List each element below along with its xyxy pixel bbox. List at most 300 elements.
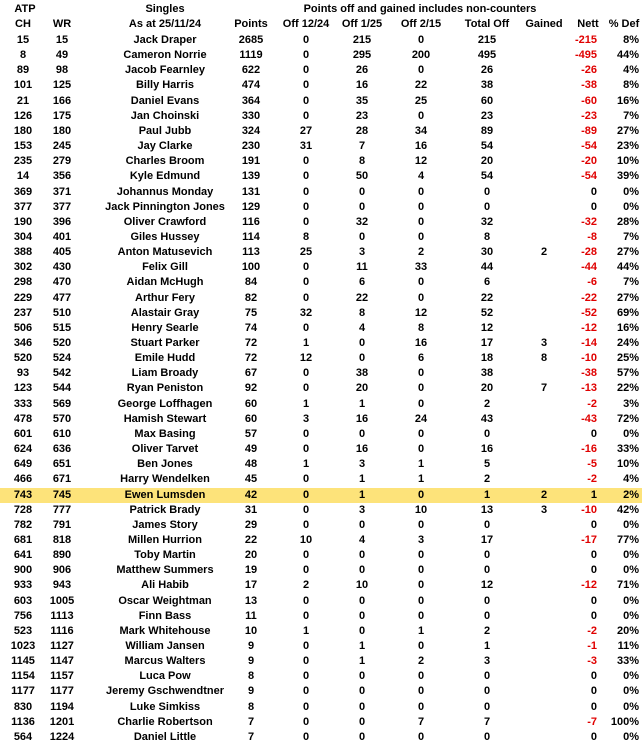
wr-cell: 791 <box>52 518 72 531</box>
player-name: Kyle Edmund <box>129 170 201 183</box>
table-row <box>0 563 642 578</box>
pct-def-cell: 23% <box>616 140 639 153</box>
pct-def-cell: 33% <box>616 655 639 668</box>
points-cell: 22 <box>244 533 258 546</box>
gained-cell <box>520 397 568 412</box>
table-row <box>0 215 642 230</box>
pct-def-cell: 16% <box>616 94 639 107</box>
off-1-25-cell: 22 <box>355 291 369 304</box>
ch-cell: 101 <box>13 79 33 92</box>
ch-cell: 15 <box>16 34 30 46</box>
gained-cell <box>520 185 568 200</box>
table-row <box>0 594 642 609</box>
gained-cell <box>520 230 568 245</box>
points-cell: 45 <box>244 473 258 486</box>
total-off-cell: 12 <box>480 321 494 334</box>
off-2-15-cell: 0 <box>417 185 425 198</box>
nett-cell: -22 <box>581 291 597 304</box>
player-name: Max Basing <box>134 427 196 440</box>
total-off-cell: 17 <box>480 337 494 349</box>
points-cell: 49 <box>244 443 258 456</box>
wr-cell: 377 <box>52 200 72 213</box>
off-2-15-cell: 24 <box>414 412 428 425</box>
wr-cell: 1157 <box>50 670 74 683</box>
player-name: Ben Jones <box>137 458 193 471</box>
off-12-24-cell: 0 <box>302 291 310 304</box>
ch-cell: 624 <box>13 443 33 456</box>
gained-cell <box>520 533 568 548</box>
wr-cell: 1194 <box>50 700 74 713</box>
off-1-25-cell: 23 <box>355 109 369 122</box>
off-2-15-cell: 1 <box>417 473 425 486</box>
off-12-24-cell: 0 <box>302 261 310 274</box>
total-off-cell: 54 <box>480 140 494 153</box>
player-name: Luke Simkiss <box>129 700 201 713</box>
ch-cell: 377 <box>13 200 33 213</box>
player-name: Marcus Walters <box>124 655 206 668</box>
off-2-15-cell: 7 <box>417 715 425 728</box>
off-2-15-cell: 0 <box>417 700 425 713</box>
table-row <box>0 78 642 93</box>
wr-cell: 1116 <box>50 624 74 637</box>
total-off-cell: 3 <box>483 655 491 668</box>
off-1-25-cell: 3 <box>358 503 366 516</box>
off-2-15-cell: 0 <box>417 276 425 289</box>
total-off-cell: 17 <box>480 533 494 546</box>
player-name: Toby Martin <box>134 549 196 562</box>
gained-cell <box>520 472 568 487</box>
off-2-15-cell: 0 <box>417 109 425 122</box>
points-cell: 324 <box>241 124 261 137</box>
gained-cell <box>520 260 568 275</box>
ch-cell: 180 <box>13 124 33 137</box>
off-12-24-cell: 0 <box>302 200 310 213</box>
off-1-25-cell: 0 <box>358 518 366 531</box>
table-row <box>0 291 642 306</box>
ch-cell: 93 <box>16 367 30 380</box>
ch-cell: 304 <box>13 230 33 243</box>
off-1-25-cell: 0 <box>358 337 366 349</box>
off-2-15-cell: 0 <box>417 564 425 577</box>
pct-def-cell: 72% <box>616 412 639 425</box>
wr-cell: 175 <box>52 109 72 122</box>
off-12-24-cell: 31 <box>299 140 313 153</box>
points-cell: 330 <box>241 109 261 122</box>
off-12-24-cell: 12 <box>299 352 313 365</box>
off-12-24-cell: 0 <box>302 109 310 122</box>
gained-cell <box>520 669 568 684</box>
player-name: Anton Matusevich <box>117 246 213 259</box>
off-12-24-cell: 1 <box>302 337 310 349</box>
gained-cell <box>520 275 568 290</box>
off-2-15-cell: 0 <box>417 34 425 46</box>
off-1-25-cell: 6 <box>358 276 366 289</box>
ch-cell: 8 <box>19 49 27 62</box>
off-12-24-cell: 0 <box>302 427 310 440</box>
off-2-15-cell: 0 <box>417 64 425 77</box>
table-row <box>0 139 642 154</box>
pct-def-cell: 24% <box>616 337 639 349</box>
col-header-as-at: As at 25/11/24 <box>128 18 202 30</box>
pct-def-cell: 8% <box>623 79 639 92</box>
ch-cell: 520 <box>13 352 33 365</box>
points-cell: 92 <box>244 382 258 395</box>
total-off-cell: 26 <box>480 64 494 77</box>
wr-cell: 405 <box>52 246 72 259</box>
nett-cell: -54 <box>581 140 597 153</box>
off-2-15-cell: 0 <box>417 730 425 743</box>
wr-cell: 477 <box>52 291 72 304</box>
pct-def-cell: 3% <box>623 397 639 410</box>
wr-cell: 1005 <box>49 594 75 607</box>
nett-cell: 0 <box>590 427 597 440</box>
wr-cell: 818 <box>52 533 72 546</box>
off-12-24-cell: 0 <box>302 64 310 77</box>
player-name: Daniel Evans <box>130 94 200 107</box>
ch-cell: 298 <box>13 276 33 289</box>
table-row <box>0 503 642 518</box>
ch-cell: 564 <box>13 730 33 743</box>
gained-cell <box>520 518 568 533</box>
nett-cell: -38 <box>581 367 597 380</box>
off-2-15-cell: 4 <box>417 170 425 183</box>
gained-cell <box>520 594 568 609</box>
nett-cell: -3 <box>587 655 597 668</box>
wr-cell: 636 <box>52 443 72 456</box>
pct-def-cell: 16% <box>616 321 639 334</box>
nett-cell: 0 <box>590 564 597 577</box>
off-12-24-cell: 0 <box>302 670 310 683</box>
off-12-24-cell: 8 <box>302 230 310 243</box>
points-cell: 42 <box>244 488 258 501</box>
pct-def-cell: 0% <box>623 200 639 213</box>
gained-cell <box>520 624 568 639</box>
off-2-15-cell: 200 <box>411 49 431 62</box>
nett-cell: 0 <box>590 549 597 562</box>
player-name: Henry Searle <box>131 321 199 334</box>
gained-cell <box>520 48 568 63</box>
off-2-15-cell: 12 <box>414 306 428 319</box>
gained-cell: 8 <box>540 352 548 365</box>
table-row <box>0 260 642 275</box>
table-row <box>0 336 642 351</box>
off-1-25-cell: 32 <box>355 215 369 228</box>
gained-cell <box>520 306 568 321</box>
pct-def-cell: 44% <box>616 49 639 62</box>
total-off-cell: 23 <box>480 109 494 122</box>
gained-cell: 3 <box>540 337 548 349</box>
total-off-cell: 44 <box>480 261 494 274</box>
off-12-24-cell: 0 <box>302 685 310 698</box>
off-1-25-cell: 1 <box>358 473 366 486</box>
col-header-gained: Gained <box>525 18 563 30</box>
ch-cell: 743 <box>13 488 33 501</box>
player-name: Hamish Stewart <box>123 412 207 425</box>
pct-def-cell: 0% <box>623 594 639 607</box>
table-row <box>0 109 642 124</box>
off-12-24-cell: 0 <box>302 367 310 380</box>
table-row <box>0 639 642 654</box>
total-off-cell: 6 <box>483 276 491 289</box>
ch-cell: 1023 <box>10 640 36 652</box>
off-1-25-cell: 0 <box>358 230 366 243</box>
off-12-24-cell: 0 <box>302 549 310 562</box>
nett-cell: 0 <box>590 670 597 683</box>
total-off-cell: 8 <box>483 230 491 243</box>
nett-cell: -12 <box>581 321 597 334</box>
nett-cell: -17 <box>581 533 597 546</box>
ch-cell: 478 <box>13 412 33 425</box>
wr-cell: 49 <box>55 49 69 62</box>
off-1-25-cell: 0 <box>358 200 366 213</box>
points-cell: 84 <box>244 276 258 289</box>
off-2-15-cell: 0 <box>417 549 425 562</box>
wr-cell: 1201 <box>49 715 75 728</box>
player-name: Arthur Fery <box>135 291 195 304</box>
off-2-15-cell: 22 <box>414 79 428 92</box>
off-1-25-cell: 0 <box>358 624 366 637</box>
table-row <box>0 366 642 381</box>
wr-cell: 510 <box>52 306 72 319</box>
pct-def-cell: 7% <box>623 109 639 122</box>
points-cell: 1119 <box>239 49 263 62</box>
off-2-15-cell: 0 <box>417 382 425 395</box>
off-1-25-cell: 0 <box>358 685 366 698</box>
gained-cell: 2 <box>540 246 548 259</box>
off-12-24-cell: 0 <box>302 640 310 652</box>
off-12-24-cell: 0 <box>302 655 310 668</box>
gained-cell <box>520 94 568 109</box>
player-name: Oliver Tarvet <box>131 443 199 456</box>
off-1-25-cell: 1 <box>358 655 366 668</box>
player-name: George Loffhagen <box>117 397 213 410</box>
total-off-cell: 0 <box>483 700 491 713</box>
table-row <box>0 306 642 321</box>
wr-cell: 1113 <box>50 609 74 622</box>
table-row <box>0 124 642 139</box>
off-12-24-cell: 0 <box>302 700 310 713</box>
player-name: Matthew Summers <box>116 564 214 577</box>
points-cell: 7 <box>247 730 255 743</box>
nett-cell: -38 <box>581 79 597 92</box>
off-2-15-cell: 10 <box>414 503 428 516</box>
table-row <box>0 624 642 639</box>
nett-cell: -215 <box>574 34 597 46</box>
table-row <box>0 275 642 290</box>
col-header-off-2-15: Off 2/15 <box>400 18 442 30</box>
total-off-cell: 12 <box>480 579 494 592</box>
off-2-15-cell: 34 <box>414 124 428 137</box>
points-cell: 364 <box>241 94 261 107</box>
gained-cell <box>520 291 568 306</box>
table-row <box>0 48 642 63</box>
nett-cell: -32 <box>581 215 597 228</box>
off-2-15-cell: 0 <box>417 488 425 501</box>
player-name: William Jansen <box>125 640 205 652</box>
table-row <box>0 488 642 503</box>
ch-cell: 603 <box>13 594 33 607</box>
ch-cell: 1154 <box>11 670 35 683</box>
points-cell: 13 <box>244 594 258 607</box>
points-cell: 129 <box>241 200 261 213</box>
off-1-25-cell: 215 <box>352 34 372 46</box>
nett-cell: -14 <box>581 337 597 349</box>
table-row <box>0 578 642 593</box>
table-row <box>0 94 642 109</box>
off-12-24-cell: 1 <box>302 624 310 637</box>
nett-cell: 0 <box>590 185 597 198</box>
player-name: Millen Hurrion <box>128 533 202 546</box>
gained-cell <box>520 109 568 124</box>
player-name: Giles Hussey <box>130 230 200 243</box>
pct-def-cell: 0% <box>623 549 639 562</box>
wr-cell: 544 <box>52 382 72 395</box>
off-12-24-cell: 0 <box>302 443 310 456</box>
player-name: Aidan McHugh <box>126 276 204 289</box>
off-2-15-cell: 0 <box>417 609 425 622</box>
off-2-15-cell: 0 <box>417 579 425 592</box>
gained-cell <box>520 609 568 624</box>
pct-def-cell: 27% <box>616 124 639 137</box>
nett-cell: -13 <box>581 382 597 395</box>
col-header-off-12-24: Off 12/24 <box>282 18 330 30</box>
pct-def-cell: 33% <box>616 443 639 456</box>
off-2-15-cell: 0 <box>417 215 425 228</box>
total-off-cell: 0 <box>483 549 491 562</box>
gained-cell <box>520 548 568 563</box>
ch-cell: 235 <box>13 155 33 168</box>
total-off-cell: 5 <box>483 458 491 471</box>
wr-cell: 98 <box>55 64 69 77</box>
ch-cell: 523 <box>13 624 33 637</box>
ch-cell: 123 <box>13 382 33 395</box>
nett-cell: -16 <box>581 443 597 456</box>
total-off-cell: 0 <box>483 185 491 198</box>
wr-cell: 430 <box>52 261 72 274</box>
nett-cell: -7 <box>587 715 597 728</box>
total-off-cell: 0 <box>483 518 491 531</box>
nett-cell: -54 <box>581 170 597 183</box>
off-12-24-cell: 27 <box>299 124 313 137</box>
gained-cell <box>520 124 568 139</box>
off-1-25-cell: 11 <box>356 261 368 274</box>
off-1-25-cell: 0 <box>358 670 366 683</box>
player-name: Liam Broady <box>131 367 199 380</box>
ch-cell: 649 <box>13 458 33 471</box>
ch-cell: 756 <box>13 609 33 622</box>
off-12-24-cell: 1 <box>302 397 310 410</box>
wr-cell: 569 <box>52 397 72 410</box>
points-cell: 10 <box>244 624 258 637</box>
player-name: James Story <box>132 518 198 531</box>
off-2-15-cell: 12 <box>414 155 428 168</box>
off-1-25-cell: 7 <box>358 140 366 153</box>
player-name: Luca Pow <box>139 670 191 683</box>
total-off-cell: 0 <box>483 564 491 577</box>
table-row <box>0 715 642 730</box>
gained-cell <box>520 715 568 730</box>
total-off-cell: 2 <box>483 624 491 637</box>
gained-cell <box>520 457 568 472</box>
total-off-cell: 0 <box>483 730 491 743</box>
off-1-25-cell: 35 <box>355 94 369 107</box>
pct-def-cell: 0% <box>623 700 639 713</box>
off-1-25-cell: 0 <box>358 700 366 713</box>
off-2-15-cell: 3 <box>417 533 425 546</box>
points-cell: 17 <box>244 579 258 592</box>
off-2-15-cell: 0 <box>417 397 425 410</box>
player-name: Alastair Gray <box>130 306 200 319</box>
nett-cell: -12 <box>581 579 597 592</box>
wr-cell: 570 <box>52 412 72 425</box>
off-2-15-cell: 25 <box>414 94 428 107</box>
wr-cell: 515 <box>52 321 72 334</box>
off-1-25-cell: 0 <box>358 427 366 440</box>
nett-cell: -495 <box>574 49 597 62</box>
off-12-24-cell: 10 <box>299 533 313 546</box>
off-12-24-cell: 0 <box>302 503 310 516</box>
off-1-25-cell: 50 <box>355 170 369 183</box>
table-row <box>0 654 642 669</box>
off-12-24-cell: 0 <box>302 94 310 107</box>
nett-cell: -44 <box>581 261 597 274</box>
points-cell: 230 <box>241 140 261 153</box>
points-cell: 100 <box>241 261 261 274</box>
pct-def-cell: 4% <box>623 473 639 486</box>
player-name: Charlie Robertson <box>117 715 213 728</box>
wr-cell: 245 <box>52 140 72 153</box>
nett-cell: -23 <box>581 109 597 122</box>
gained-cell: 3 <box>540 503 548 516</box>
pct-def-cell: 28% <box>616 215 639 228</box>
nett-cell: 0 <box>590 518 597 531</box>
pct-def-cell: 69% <box>616 306 639 319</box>
table-row <box>0 63 642 78</box>
off-1-25-cell: 1 <box>358 397 366 410</box>
off-2-15-cell: 33 <box>414 261 428 274</box>
gained-cell <box>520 169 568 184</box>
gained-cell <box>520 63 568 78</box>
nett-cell: -52 <box>581 306 597 319</box>
off-2-15-cell: 2 <box>417 655 425 668</box>
wr-cell: 777 <box>52 503 72 516</box>
pct-def-cell: 27% <box>616 246 639 259</box>
pct-def-cell: 0% <box>623 609 639 622</box>
total-off-cell: 38 <box>480 79 494 92</box>
points-cell: 139 <box>241 170 261 183</box>
pct-def-cell: 10% <box>616 155 639 168</box>
total-off-cell: 89 <box>480 124 494 137</box>
gained-cell <box>520 684 568 699</box>
table-row <box>0 33 642 48</box>
ch-cell: 89 <box>16 64 30 77</box>
player-name: Ewen Lumsden <box>124 488 206 501</box>
off-1-25-cell: 4 <box>358 321 366 334</box>
points-cell: 72 <box>244 337 258 349</box>
total-off-cell: 52 <box>480 306 494 319</box>
wr-cell: 371 <box>52 185 72 198</box>
ch-cell: 466 <box>13 473 33 486</box>
player-name: Jan Choinski <box>130 109 200 122</box>
table-row <box>0 427 642 442</box>
gained-cell <box>520 215 568 230</box>
ch-cell: 126 <box>13 109 33 122</box>
off-2-15-cell: 1 <box>417 458 425 471</box>
points-cell: 8 <box>247 670 255 683</box>
total-off-cell: 2 <box>483 473 491 486</box>
off-12-24-cell: 2 <box>302 579 310 592</box>
wr-cell: 396 <box>52 215 72 228</box>
